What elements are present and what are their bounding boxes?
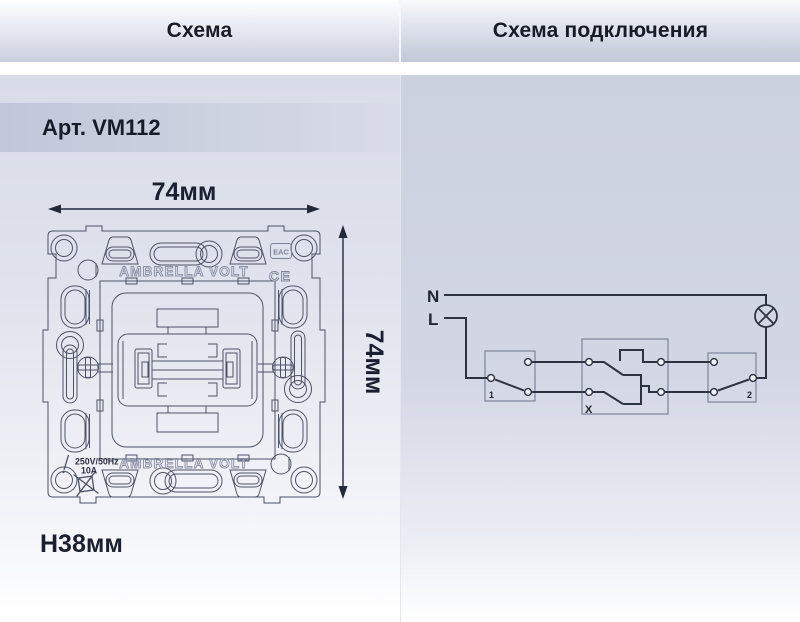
right-side-slots [279, 286, 312, 452]
eac-mark-label: EAC [273, 247, 289, 257]
switch1-blade [495, 380, 524, 391]
scheme-panel [0, 75, 400, 622]
line-wire [444, 318, 487, 378]
lamp-return-wire [756, 327, 766, 378]
brand-top-label: AMBRELLA VOLT [119, 264, 249, 279]
article-band [0, 103, 400, 152]
right-column-title: Схема подключения [492, 19, 709, 42]
right-column-header [401, 0, 800, 62]
crossover-label: X [585, 404, 593, 416]
switch2-blade [718, 380, 749, 391]
crossover-top-blade [593, 362, 623, 375]
wires [444, 295, 766, 404]
wiring-diagram [401, 75, 800, 622]
left-column-header [0, 0, 401, 62]
ce-mark-label: CE [269, 268, 292, 284]
lamp-icon [755, 305, 777, 327]
depth-dimension-label: Н38мм [40, 530, 123, 558]
crossover-bottom-blade [593, 392, 623, 404]
connection-scheme-panel [400, 75, 800, 622]
left-screw [78, 357, 99, 378]
rating-current-label: 10A [81, 465, 98, 476]
line-label: L [428, 310, 439, 329]
bottom-center-slot [150, 468, 222, 494]
brand-bottom-label: AMBRELLA VOLT [119, 456, 249, 471]
switch1-label: 1 [489, 390, 495, 400]
left-column-title: Схема [166, 19, 233, 42]
top-claw-slots [102, 237, 266, 264]
article-number: Арт. VM112 [42, 114, 161, 140]
neutral-label: N [427, 287, 440, 306]
height-dimension-label: 74мм [360, 329, 388, 395]
c-ring-details [78, 260, 291, 474]
terminals [488, 359, 757, 396]
neutral-wire [444, 295, 766, 305]
right-screw [273, 357, 294, 378]
rating-voltage-label: 250V/50Hz [75, 456, 119, 467]
switch-mechanism [118, 309, 257, 432]
switch2-label: 2 [746, 390, 752, 400]
left-side-slots [57, 286, 90, 452]
width-dimension-label: 74мм [151, 178, 217, 206]
mechanism-drawing [0, 155, 399, 622]
dimension-annotations [48, 205, 348, 500]
